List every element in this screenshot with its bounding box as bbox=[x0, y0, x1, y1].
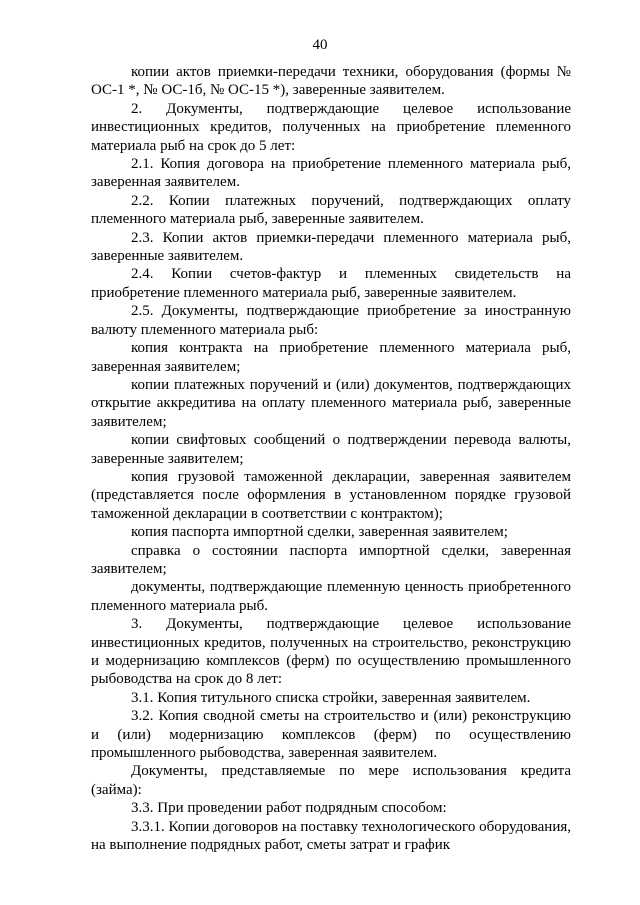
paragraph: 2.5. Документы, подтверждающие приобретение за иностранную валюту племенного материала рыб: bbox=[91, 303, 571, 338]
paragraph: 3.3.1. Копии договоров на поставку технологического оборудования, на выполнение подрядных работ, сметы затрат и график bbox=[91, 818, 571, 854]
paragraph: Документы, представляемые по мере использования кредита (займа): bbox=[91, 763, 571, 798]
paragraph: копия паспорта импортной сделки, заверенная заявителем; bbox=[131, 524, 508, 541]
paragraph: копия контракта на приобретение племенного материала рыб, заверенная заявителем; bbox=[91, 340, 571, 375]
paragraph: 2.2. Копии платежных поручений, подтверждающих оплату племенного материала рыб, заверенные заявителем. bbox=[91, 192, 571, 228]
paragraph: копии актов приемки-передачи техники, оборудования (формы № ОС-1 *, № ОС-1б, № ОС-15 *), заверенные заявителем. bbox=[91, 64, 571, 99]
paragraph: документы, подтверждающие племенную ценность приобретенного племенного материала рыб. bbox=[91, 579, 571, 614]
paragraph: 2.1. Копия договора на приобретение племенного материала рыб, заверенная заявителем. bbox=[91, 156, 571, 191]
paragraph: 3.1. Копия титульного списка стройки, заверенная заявителем. bbox=[131, 689, 531, 706]
paragraph: копии платежных поручений и (или) документов, подтверждающих открытие аккредитива на оплату племенного материала рыб, заверенные заявителем; bbox=[91, 376, 571, 430]
paragraph: 2.4. Копии счетов-фактур и племенных свидетельств на приобретение племенного материала рыб, заверенные заявителем. bbox=[91, 266, 571, 301]
document-body bbox=[91, 63, 571, 854]
paragraph: 2. Документы, подтверждающие целевое использование инвестиционных кредитов, полученных на приобретение племенного материала рыб на срок до 5 лет: bbox=[91, 100, 571, 154]
paragraph: копии свифтовых сообщений о подтверждении перевода валюты, заверенные заявителем; bbox=[91, 432, 571, 467]
page-number: 40 bbox=[312, 37, 328, 53]
paragraph: 2.3. Копии актов приемки-передачи племенного материала рыб, заверенные заявителем. bbox=[91, 229, 571, 265]
paragraph: 3.2. Копия сводной сметы на строительство и (или) реконструкцию и (или) модернизацию комплексов (ферм) по осуществлению промышленного рыбоводства, заверенная заявителем. bbox=[91, 708, 571, 762]
paragraph: копия грузовой таможенной декларации, заверенная заявителем (представляется после оформления в установленном порядке грузовой таможенной декларации в соответствии с контрактом); bbox=[91, 468, 571, 522]
paragraph: справка о состоянии паспорта импортной сделки, заверенная заявителем; bbox=[91, 542, 571, 577]
paragraph: 3. Документы, подтверждающие целевое использование инвестиционных кредитов, полученных на строительство, реконструкцию и модернизацию комплексов (ферм) по осуществлению промышленного рыбоводства на срок до 8 лет: bbox=[91, 616, 571, 688]
paragraph: 3.3. При проведении работ подрядным способом: bbox=[131, 800, 447, 817]
